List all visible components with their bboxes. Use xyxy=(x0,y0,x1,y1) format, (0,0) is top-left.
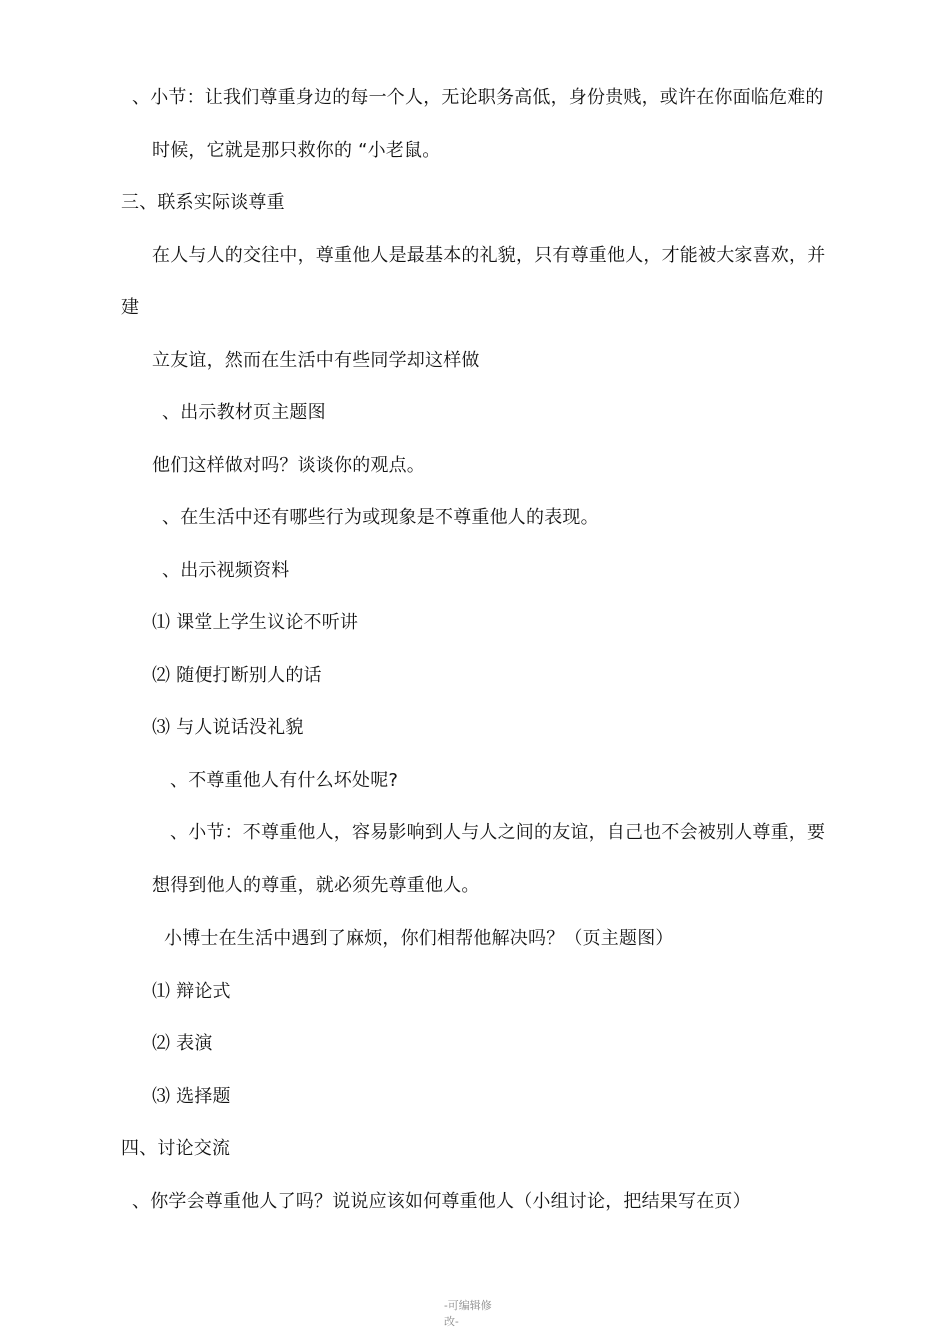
paragraph-line: 时候，它就是那只救你的 “小老鼠。 xyxy=(152,140,441,161)
list-item: ⑴ 课堂上学生议论不听讲 xyxy=(152,612,359,633)
list-item: ⑶ 选择题 xyxy=(152,1086,231,1107)
paragraph-line: 、小节：让我们尊重身边的每一个人，无论职务高低，身份贵贱，或许在你面临危难的 xyxy=(132,87,824,108)
page-footer xyxy=(444,1298,504,1330)
paragraph-line: 、你学会尊重他人了吗？说说应该如何尊重他人（小组讨论，把结果写在页） xyxy=(132,1191,751,1212)
paragraph-line: 、不尊重他人有什么坏处呢? xyxy=(170,770,399,791)
list-item: ⑶ 与人说话没礼貌 xyxy=(152,717,304,738)
paragraph-line: 、出示视频资料 xyxy=(162,560,290,581)
footer-line-1: -可编辑修 xyxy=(444,1299,492,1312)
paragraph-line: 立友谊，然而在生活中有些同学却这样做 xyxy=(152,350,480,371)
paragraph-line: 想得到他人的尊重，就必须先尊重他人。 xyxy=(152,875,480,896)
paragraph-line: 在人与人的交往中，尊重他人是最基本的礼貌，只有尊重他人，才能被大家喜欢，并 xyxy=(152,245,826,266)
footer-line-2: 改- xyxy=(444,1315,459,1328)
paragraph-line: 、在生活中还有哪些行为或现象是不尊重他人的表现。 xyxy=(162,507,599,528)
paragraph-line: 、小节：不尊重他人，容易影响到人与人之间的友谊，自己也不会被别人尊重，要 xyxy=(170,822,826,843)
paragraph-line: 他们这样做对吗？谈谈你的观点。 xyxy=(152,455,425,476)
list-item: ⑵ 表演 xyxy=(152,1033,213,1054)
section-heading: 四、讨论交流 xyxy=(121,1138,231,1159)
section-heading: 三、联系实际谈尊重 xyxy=(121,192,285,213)
paragraph-line: 建 xyxy=(121,297,140,318)
list-item: ⑴ 辩论式 xyxy=(152,981,231,1002)
paragraph-line: 、出示教材页主题图 xyxy=(162,402,326,423)
list-item: ⑵ 随便打断别人的话 xyxy=(152,665,322,686)
paragraph-line: 小博士在生活中遇到了麻烦，你们相帮他解决吗？（页主题图） xyxy=(164,928,674,949)
